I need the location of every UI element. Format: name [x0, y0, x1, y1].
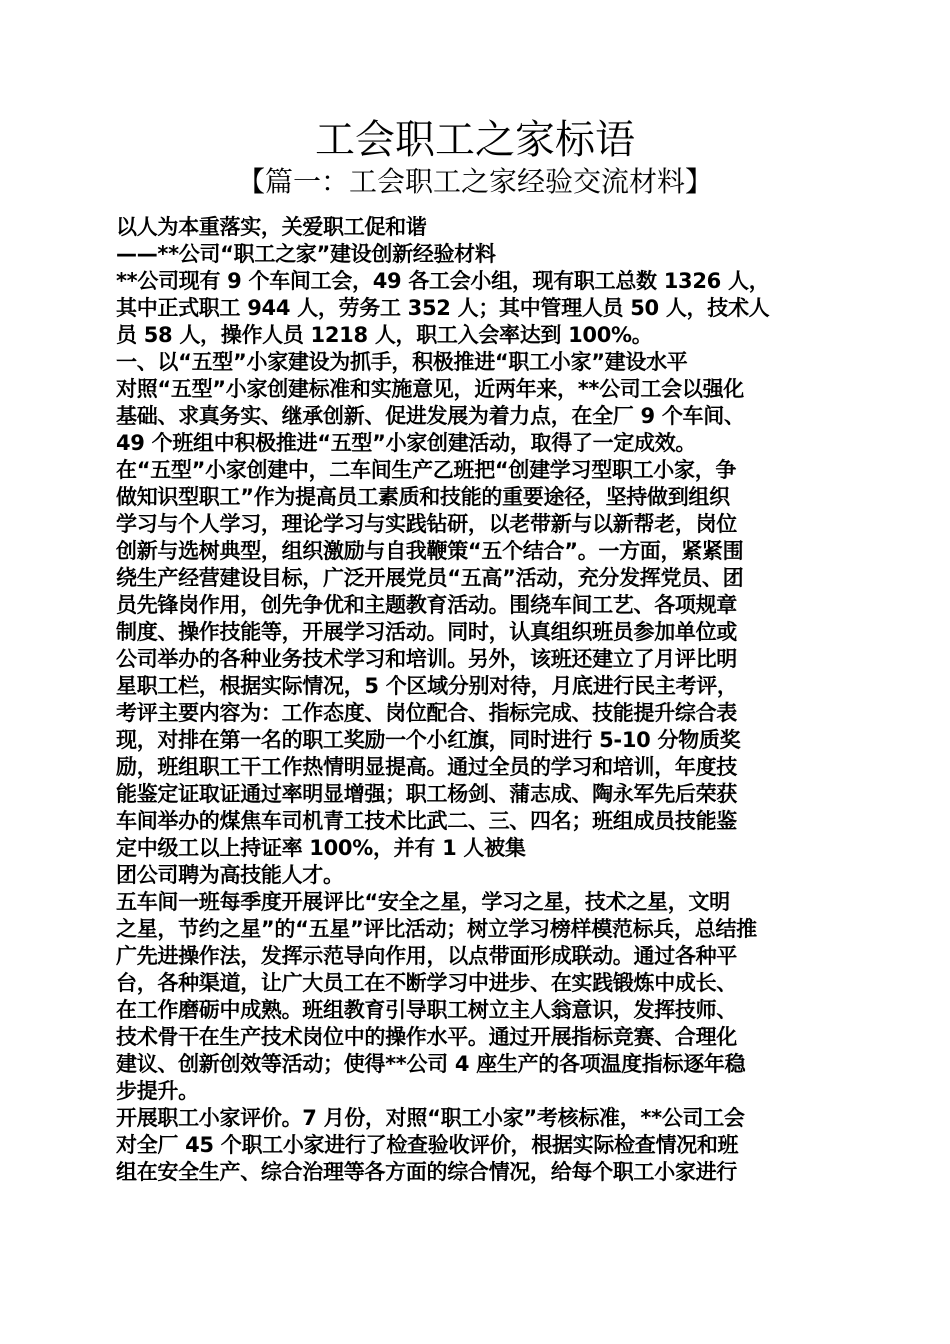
body-text-line: ——**公司“职工之家”建设创新经验材料 [116, 242, 496, 266]
body-text-line: 开展职工小家评价。7 月份，对照“职工小家”考核标准，**公司工会 [116, 1106, 745, 1130]
body-text-line: 一、以“五型”小家建设为抓手，积极推进“职工小家”建设水平 [116, 350, 688, 374]
body-text-line: 台，各种渠道，让广大员工在不断学习中进步、在实践锻炼中成长、 [116, 971, 737, 995]
body-text-line: 建议、创新创效等活动；使得**公司 4 座生产的各项温度指标逐年稳 [116, 1052, 746, 1076]
body-text-line: 定中级工以上持证率 100%，并有 1 人被集 [116, 836, 526, 860]
body-text-line: 其中正式职工 944 人，劳务工 352 人；其中管理人员 50 人，技术人 [116, 296, 770, 320]
body-text-line: 励，班组职工干工作热情明显提高。通过全员的学习和培训，年度技 [116, 755, 737, 779]
body-text-line: 基础、求真务实、继承创新、促进发展为着力点，在全厂 9 个车间、 [116, 404, 745, 428]
body-text-line: 之星，节约之星”的“五星”评比活动；树立学习榜样模范标兵，总结推 [116, 917, 757, 941]
body-text-line: 员 58 人，操作人员 1218 人，职工入会率达到 100%。 [116, 323, 653, 347]
body-text-line: 做知识型职工”作为提高员工素质和技能的重要途径，坚持做到组织 [116, 485, 730, 509]
body-text-line: 星职工栏，根据实际情况，5 个区域分别对待，月底进行民主考评， [116, 674, 738, 698]
body-text-line: 车间举办的煤焦车司机青工技术比武二、三、四名；班组成员技能鉴 [116, 809, 737, 833]
body-text-line: 技术骨干在生产技术岗位中的操作水平。通过开展指标竞赛、合理化 [116, 1025, 737, 1049]
body-text-line: 能鉴定证取证通过率明显增强；职工杨剑、蒲志成、陶永军先后荣获 [116, 782, 737, 806]
body-text-line: 公司举办的各种业务技术学习和培训。另外，该班还建立了月评比明 [116, 647, 737, 671]
body-text-line: 员先锋岗作用，创先争优和主题教育活动。围绕车间工艺、各项规章 [116, 593, 737, 617]
document-subtitle: 【篇一：工会职工之家经验交流材料】 [236, 165, 713, 198]
body-text-line: 对照“五型”小家创建标准和实施意见，近两年来，**公司工会以强化 [116, 377, 744, 401]
body-text-line: 在“五型”小家创建中，二车间生产乙班把“创建学习型职工小家，争 [116, 458, 737, 482]
body-text-line: 广先进操作法，发挥示范导向作用，以点带面形成联动。通过各种平 [116, 944, 737, 968]
body-text-line: 考评主要内容为：工作态度、岗位配合、指标完成、技能提升综合表 [116, 701, 737, 725]
body-text-line: 在工作磨砺中成熟。班组教育引导职工树立主人翁意识，发挥技师、 [116, 998, 737, 1022]
document-body [116, 214, 836, 1186]
body-text-line: 绕生产经营建设目标，广泛开展党员“五高”活动，充分发挥党员、团 [116, 566, 744, 590]
body-text-line: 团公司聘为高技能人才。 [116, 863, 344, 887]
body-text-line: 组在安全生产、综合治理等各方面的综合情况，给每个职工小家进行 [116, 1160, 737, 1184]
body-text-line: 学习与个人学习，理论学习与实践钻研，以老带新与以新帮老，岗位 [116, 512, 737, 536]
body-text-line: 以人为本重落实，关爱职工促和谐 [116, 215, 427, 239]
body-text-line: 制度、操作技能等，开展学习活动。同时，认真组织班员参加单位或 [116, 620, 737, 644]
body-text-line: 49 个班组中积极推进“五型”小家创建活动，取得了一定成效。 [116, 431, 697, 455]
document-title: 工会职工之家标语 [315, 117, 635, 163]
body-text-line: 五车间一班每季度开展评比“安全之星，学习之星，技术之星，文明 [116, 890, 730, 914]
body-text-line: **公司现有 9 个车间工会，49 各工会小组，现有职工总数 1326 人， [116, 269, 770, 293]
body-text-line: 创新与选树典型，组织激励与自我鞭策“五个结合”。一方面，紧紧围 [116, 539, 744, 563]
body-text-line: 现，对排在第一名的职工奖励一个小红旗，同时进行 5-10 分物质奖 [116, 728, 741, 752]
body-text-line: 步提升。 [116, 1079, 199, 1103]
body-text-line: 对全厂 45 个职工小家进行了检查验收评价，根据实际检查情况和班 [116, 1133, 739, 1157]
